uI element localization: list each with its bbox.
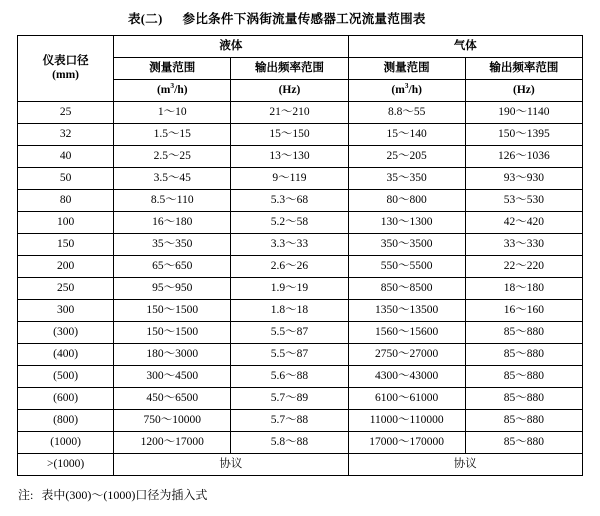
table-row [18, 168, 583, 190]
cell-gas-frequency: 22～220 [465, 256, 582, 278]
header-meter-size-label: 仪表口径 [42, 55, 89, 68]
cell-liquid-range: 180～3000 [114, 344, 231, 366]
header-gas-group: 气体 [348, 36, 582, 58]
cell-liquid-range: 3.5～45 [114, 168, 231, 190]
cell-gas-range: 35～350 [348, 168, 465, 190]
header-meter-size [18, 36, 114, 102]
cell-liquid-frequency: 3.3～33 [231, 234, 348, 256]
cell-gas-frequency: 85～880 [465, 322, 582, 344]
cell-gas-frequency: 42～420 [465, 212, 582, 234]
header-liquid-frequency: 输出频率范围 [231, 58, 348, 80]
cell-liquid-frequency: 5.7～88 [231, 410, 348, 432]
flow-range-table [17, 35, 583, 476]
table-row [18, 212, 583, 234]
cell-meter-size: >(1000) [18, 454, 114, 476]
cell-meter-size: (400) [18, 344, 114, 366]
table-row-agreement [18, 454, 583, 476]
cell-meter-size: 32 [18, 124, 114, 146]
cell-gas-range: 15～140 [348, 124, 465, 146]
table-row [18, 256, 583, 278]
cell-meter-size: (300) [18, 322, 114, 344]
table-row [18, 102, 583, 124]
cell-gas-frequency: 150～1395 [465, 124, 582, 146]
table-row [18, 388, 583, 410]
header-gas-range-unit: $(m^3/h)$ [348, 80, 465, 102]
cell-liquid-range: 1200～17000 [114, 432, 231, 454]
table-header-group-row [18, 36, 583, 58]
table-note [0, 486, 600, 503]
cell-liquid-range: 8.5～110 [114, 190, 231, 212]
cell-gas-range: 11000～110000 [348, 410, 465, 432]
cell-gas-frequency: 190～1140 [465, 102, 582, 124]
cell-gas-frequency: 33～330 [465, 234, 582, 256]
cell-liquid-frequency: 13～130 [231, 146, 348, 168]
table-note-label: 注: [18, 488, 34, 502]
header-meter-size-unit: (mm) [52, 68, 79, 81]
table-note-text: 表中(300)～(1000)口径为插入式 [41, 488, 208, 502]
cell-liquid-agreement: 协议 [114, 454, 348, 476]
cell-liquid-frequency: 5.2～58 [231, 212, 348, 234]
cell-liquid-range: 150～1500 [114, 322, 231, 344]
cell-liquid-frequency: 5.8～88 [231, 432, 348, 454]
cell-gas-range: 4300～43000 [348, 366, 465, 388]
table-row [18, 432, 583, 454]
table-caption-text: 参比条件下涡街流量传感器工况流量范围表 [182, 12, 426, 26]
cell-meter-size: (800) [18, 410, 114, 432]
cell-liquid-frequency: 1.8～18 [231, 300, 348, 322]
cell-meter-size: 100 [18, 212, 114, 234]
table-body [18, 102, 583, 476]
cell-liquid-range: 1～10 [114, 102, 231, 124]
cell-gas-range: 850～8500 [348, 278, 465, 300]
cell-meter-size: 50 [18, 168, 114, 190]
header-liquid-range-unit: $(m^3/h)$ [114, 80, 231, 102]
cell-gas-agreement: 协议 [348, 454, 582, 476]
cell-gas-range: 1560～15600 [348, 322, 465, 344]
cell-meter-size: (1000) [18, 432, 114, 454]
header-gas-frequency: 输出频率范围 [465, 58, 582, 80]
cell-liquid-range: 750～10000 [114, 410, 231, 432]
cell-meter-size: 300 [18, 300, 114, 322]
cell-gas-range: 130～1300 [348, 212, 465, 234]
cell-liquid-range: 35～350 [114, 234, 231, 256]
cell-liquid-range: 2.5～25 [114, 146, 231, 168]
table-row [18, 344, 583, 366]
cell-meter-size: 40 [18, 146, 114, 168]
cell-liquid-frequency: 5.5～87 [231, 322, 348, 344]
cell-gas-frequency: 85～880 [465, 366, 582, 388]
cell-liquid-frequency: 2.6～26 [231, 256, 348, 278]
table-row [18, 234, 583, 256]
cell-liquid-range: 16～180 [114, 212, 231, 234]
cell-liquid-frequency: 21～210 [231, 102, 348, 124]
cell-gas-range: 17000～170000 [348, 432, 465, 454]
cell-meter-size: 150 [18, 234, 114, 256]
cell-gas-range: 80～800 [348, 190, 465, 212]
cell-liquid-frequency: 5.7～89 [231, 388, 348, 410]
table-row [18, 146, 583, 168]
cell-gas-range: 25～205 [348, 146, 465, 168]
cell-gas-range: 2750～27000 [348, 344, 465, 366]
table-row [18, 300, 583, 322]
cell-meter-size: 80 [18, 190, 114, 212]
table-caption-label: 表(二) [128, 12, 163, 26]
cell-liquid-frequency: 9～119 [231, 168, 348, 190]
cell-gas-range: 350～3500 [348, 234, 465, 256]
cell-gas-frequency: 93～930 [465, 168, 582, 190]
document-page [0, 9, 600, 516]
cell-gas-frequency: 85～880 [465, 432, 582, 454]
cell-liquid-frequency: 15～150 [231, 124, 348, 146]
cell-liquid-range: 150～1500 [114, 300, 231, 322]
table-row [18, 322, 583, 344]
header-liquid-range: 测量范围 [114, 58, 231, 80]
cell-liquid-frequency: 1.9～19 [231, 278, 348, 300]
header-gas-frequency-unit: (Hz) [465, 80, 582, 102]
cell-gas-range: 1350～13500 [348, 300, 465, 322]
cell-liquid-range: 1.5～15 [114, 124, 231, 146]
cell-gas-frequency: 85～880 [465, 410, 582, 432]
cell-meter-size: 25 [18, 102, 114, 124]
cell-liquid-range: 95～950 [114, 278, 231, 300]
cell-meter-size: (500) [18, 366, 114, 388]
cell-liquid-frequency: 5.5～87 [231, 344, 348, 366]
cell-meter-size: 200 [18, 256, 114, 278]
table-row [18, 278, 583, 300]
cell-gas-range: 8.8～55 [348, 102, 465, 124]
cell-gas-frequency: 53～530 [465, 190, 582, 212]
table-row [18, 366, 583, 388]
cell-meter-size: 250 [18, 278, 114, 300]
header-liquid-group: 液体 [114, 36, 348, 58]
table-row [18, 124, 583, 146]
cell-liquid-range: 450～6500 [114, 388, 231, 410]
cell-liquid-frequency: 5.6～88 [231, 366, 348, 388]
cell-gas-range: 6100～61000 [348, 388, 465, 410]
table-row [18, 410, 583, 432]
table-caption [0, 9, 600, 27]
header-liquid-frequency-unit: (Hz) [231, 80, 348, 102]
cell-gas-frequency: 126～1036 [465, 146, 582, 168]
cell-gas-frequency: 16～160 [465, 300, 582, 322]
table-row [18, 190, 583, 212]
cell-liquid-frequency: 5.3～68 [231, 190, 348, 212]
header-gas-range: 测量范围 [348, 58, 465, 80]
cell-meter-size: (600) [18, 388, 114, 410]
cell-liquid-range: 300～4500 [114, 366, 231, 388]
cell-liquid-range: 65～650 [114, 256, 231, 278]
cell-gas-frequency: 85～880 [465, 344, 582, 366]
cell-gas-frequency: 85～880 [465, 388, 582, 410]
cell-gas-frequency: 18～180 [465, 278, 582, 300]
cell-gas-range: 550～5500 [348, 256, 465, 278]
